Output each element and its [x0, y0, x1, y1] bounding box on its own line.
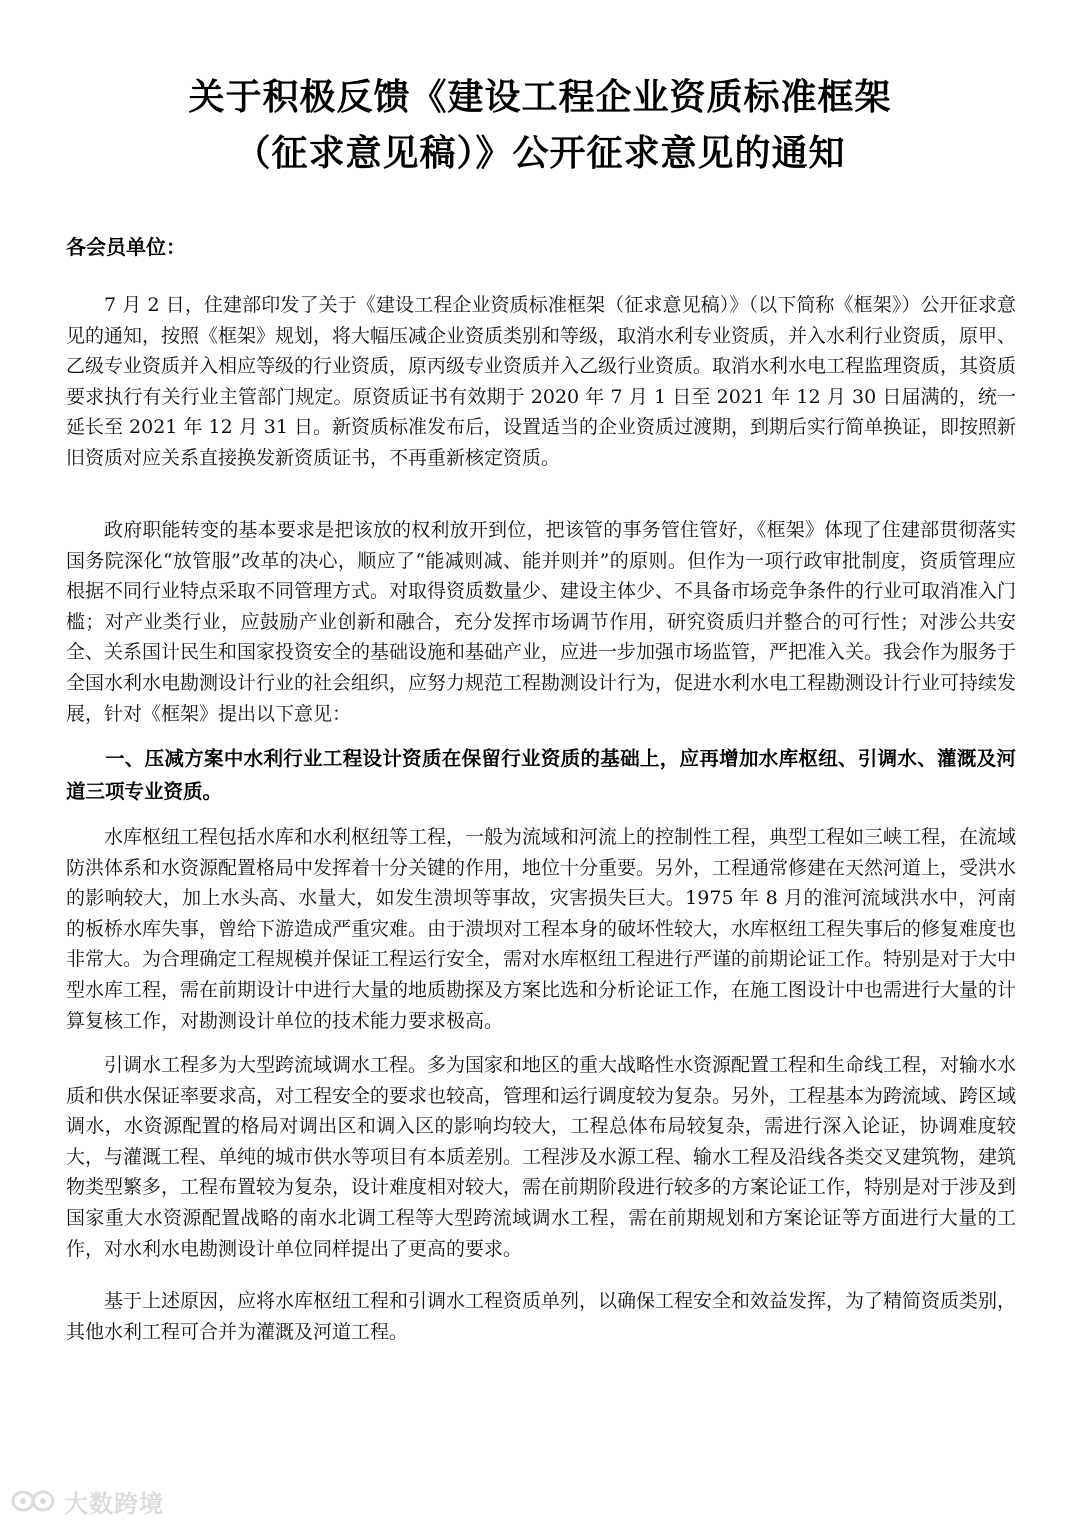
paragraph-conclusion: 基于上述原因，应将水库枢纽工程和引调水工程资质单列，以确保工程安全和效益发挥，为了精简资质类别，其他水利工程可合并为灌溉及河道工程。: [66, 1290, 1017, 1343]
paragraph-reservoir: 水库枢纽工程包括水库和水利枢纽等工程，一般为流域和河流上的控制性工程，典型工程如三峡工程，在流域防洪体系和水资源配置格局中发挥着十分关键的作用，地位十分重要。另外，工程通常修建在天然河道上，受洪水的影响较大，加上水头高、水量大，如发生溃坝等事故，灾害损失巨大。1975 年 8 月的淮河流域洪水中，河南的板桥水库失事，曾给下游造成严重灾难。由于溃坝对工程本身的破坏性较大，水库枢纽工程失事后的修复难度也非常大。为合理确定工程规模并保证工程运行安全，需对水库枢纽工程进行严谨的前期论证工作。特别是对于大中型水库工程，需在前期设计中进行大量的地质勘探及方案比选和分析论证工作，在施工图设计中也需进行大量的计算复核工作，对勘测设计单位的技术能力要求极高。: [66, 826, 1017, 1032]
paragraph-water-diversion: 引调水工程多为大型跨流域调水工程。多为国家和地区的重大战略性水资源配置工程和生命线工程，对输水水质和供水保证率要求高，对工程安全的要求也较高，管理和运行调度较为复杂。另外，工程基本为跨流域、跨区域调水，水资源配置的格局对调出区和调入区的影响均较大，工程总体布局较复杂，需进行深入论证，协调难度较大，与灌溉工程、单纯的城市供水等项目有本质差别。工程涉及水源工程、输水工程及沿线各类交叉建筑物，建筑物类型繁多，工程布置较为复杂，设计难度相对较大，需在前期阶段进行较多的方案论证工作，特别是对于涉及到国家重大水资源配置战略的南水北调工程等大型跨流域调水工程，需在前期规划和方案论证等方面进行大量的工作，对水利水电勘测设计单位同样提出了更高的要求。: [66, 1054, 1017, 1260]
paragraph-policy: 政府职能转变的基本要求是把该放的权利放开到位，把该管的事务管住管好，《框架》体现了住建部贯彻落实国务院深化“放管服”改革的决心，顺应了“能减则减、能并则并”的原则。但作为一项行政审批制度，资质管理应根据不同行业特点采取不同管理方式。对取得资质数量少、建设主体少、不具备市场竞争条件的行业可取消准入门槛；对产业类行业，应鼓励产业创新和融合，充分发挥市场调节作用，研究资质归并整合的可行性；对涉公共安全、关系国计民生和国家投资安全的基础设施和基础产业，应进一步加强市场监管，严把准入关。我会作为服务于全国水利水电勘测设计行业的社会组织，应努力规范工程勘测设计行为，促进水利水电工程勘测设计行业可持续发展，针对《框架》提出以下意见：: [66, 519, 1017, 725]
document-title-line-1: 关于积极反馈《建设工程企业资质标准框架: [188, 77, 892, 118]
document-title-line-2: （征求意见稿）》公开征求意见的通知: [234, 133, 846, 174]
watermark-text: 大数跨境: [64, 1489, 164, 1518]
section-heading-1: 一、压减方案中水利行业工程设计资质在保留行业资质的基础上，应再增加水库枢纽、引调水、灌溉及河道三项专业资质。: [66, 747, 1016, 803]
watermark-logo-icon: [10, 1487, 58, 1515]
watermark: [10, 1484, 164, 1518]
paragraph-intro: 7 月 2 日，住建部印发了关于《建设工程企业资质标准框架（征求意见稿）》（以下简称《框架》）公开征求意见的通知，按照《框架》规划，将大幅压减企业资质类别和等级，取消水利专业资质，并入水利行业资质，原甲、乙级专业资质并入相应等级的行业资质，原丙级专业资质并入乙级行业资质。取消水利水电工程监理资质，其资质要求执行有关行业主管部门规定。原资质证书有效期于 2020 年 7 月 1 日至 2021 年 12 月 30 日届满的，统一延长至 2021 年 12 月 31 日。新资质标准发布后，设置适当的企业资质过渡期，到期后实行简单换证，即按照新旧资质对应关系直接换发新资质证书，不再重新核定资质。: [66, 294, 1017, 469]
salutation: 各会员单位：: [66, 235, 186, 259]
